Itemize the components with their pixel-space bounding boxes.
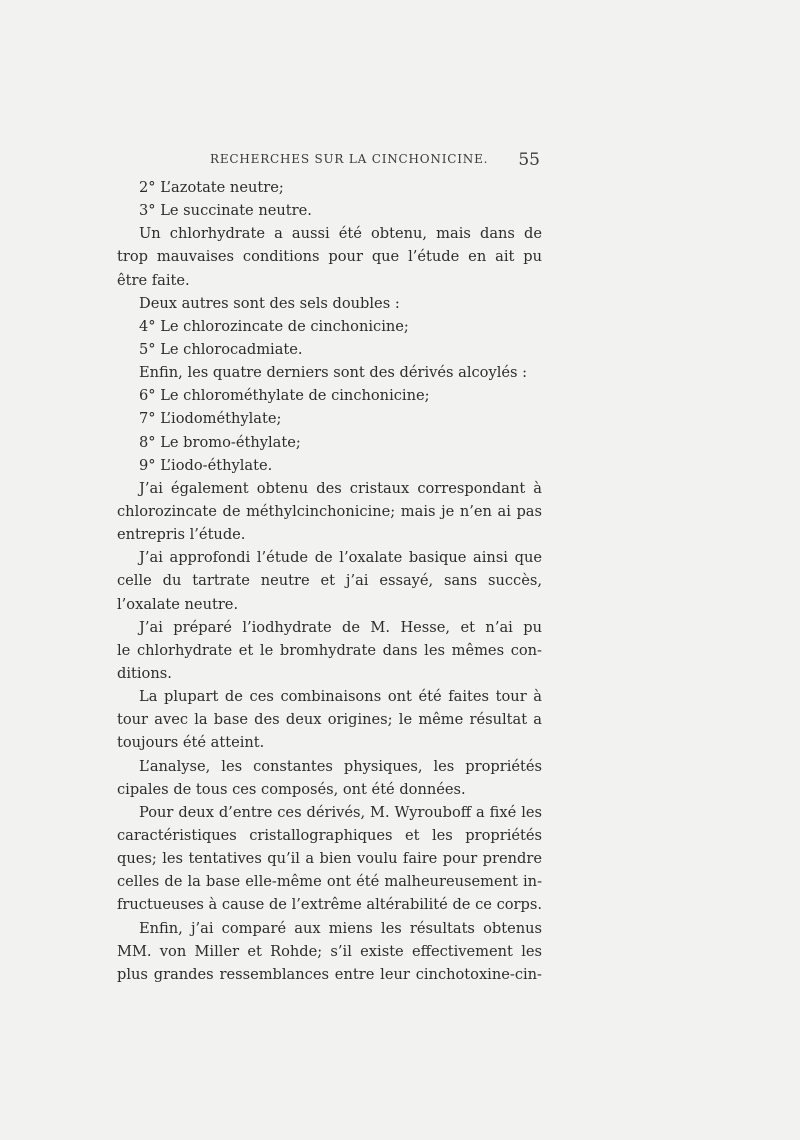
text-line: tour avec la base des deux origines; le même résultat a (117, 711, 542, 729)
text-line: 4° Le chlorozincate de cinchonicine; (139, 317, 409, 335)
running-title: RECHERCHES SUR LA CINCHONICINE. (210, 152, 489, 166)
text-line: toujours été atteint. (117, 734, 265, 752)
text-line: Enfin, les quatre derniers sont des dérivés alcoylés : (139, 364, 528, 382)
text-line: caractéristiques cristallographiques et les propriétés (117, 826, 542, 844)
page-number: 55 (518, 150, 540, 170)
text-line: 5° Le chlorocadmiate. (139, 340, 303, 358)
text-line: le chlorhydrate et le bromhydrate dans les mêmes con- (117, 641, 542, 659)
text-line: 7° L’iodométhylate; (139, 410, 282, 428)
text-line: Enfin, j’ai comparé aux miens les résultats obtenus (139, 919, 542, 937)
text-line: celles de la base elle-même ont été malheureusement in- (117, 873, 542, 891)
text-line: 2° L’azotate neutre; (139, 179, 284, 196)
text-line: celle du tartrate neutre et j’ai essayé, sans succès, (117, 572, 542, 590)
text-line: cipales de tous ces composés, ont été données. (117, 780, 466, 798)
text-line: La plupart de ces combinaisons ont été faites tour à (139, 688, 542, 706)
text-line: 6° Le chlorométhylate de cinchonicine; (139, 387, 430, 405)
text-line: entrepris l’étude. (117, 526, 246, 544)
text-line: J’ai approfondi l’étude de l’oxalate basique ainsi que (139, 549, 542, 567)
text-line: Pour deux d’entre ces dérivés, M. Wyrouboff a fixé les (139, 803, 542, 821)
text-line: être faite. (117, 271, 190, 289)
page-header (210, 150, 540, 172)
text-line: ditions. (117, 664, 172, 682)
text-line: fructueuses à cause de l’extrême altérabilité de ce corps. (117, 896, 542, 914)
text-line: 8° Le bromo-éthylate; (139, 433, 301, 451)
body-text (117, 176, 542, 986)
text-line: 3° Le succinate neutre. (139, 202, 312, 220)
text-line: MM. von Miller et Rohde; s’il existe effectivement les (117, 942, 542, 960)
text-line: L’analyse, les constantes physiques, les propriétés (139, 757, 542, 775)
text-line: ques; les tentatives qu’il a bien voulu faire pour prendre (117, 850, 542, 868)
text-line: J’ai également obtenu des cristaux correspondant à (139, 479, 542, 497)
text-line: l’oxalate neutre. (117, 595, 239, 613)
text-line: Deux autres sont des sels doubles : (139, 294, 400, 312)
text-line: trop mauvaises conditions pour que l’étude en ait pu (117, 248, 542, 266)
text-line: plus grandes ressemblances entre leur cinchotoxine-cin- (117, 965, 542, 983)
text-line: J’ai préparé l’iodhydrate de M. Hesse, et n’ai pu (139, 618, 542, 636)
text-line: 9° L’iodo-éthylate. (139, 456, 273, 474)
text-line: Un chlorhydrate a aussi été obtenu, mais dans de (139, 225, 542, 243)
text-line: chlorozincate de méthylcinchonicine; mais je n’en ai pas (117, 502, 542, 520)
